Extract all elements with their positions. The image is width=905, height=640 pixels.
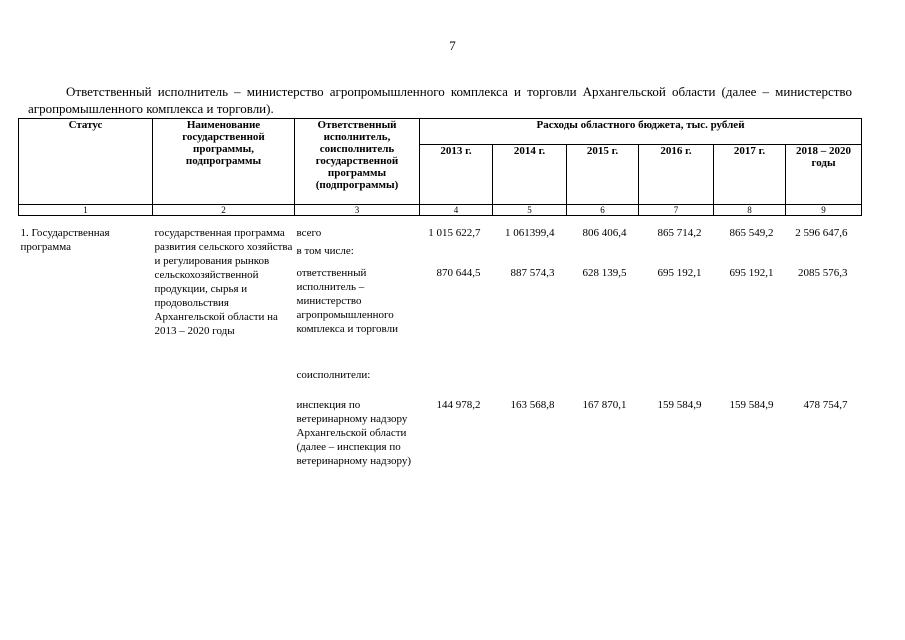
- column-number: 7: [639, 205, 714, 216]
- header-program-name: Наименование государственной программы, подпрограммы: [153, 119, 295, 205]
- column-number: 3: [295, 205, 420, 216]
- value-cell: 865 549,2: [729, 227, 774, 239]
- value-cell: [714, 368, 786, 398]
- column-number: 6: [567, 205, 639, 216]
- value-cell: 144 978,2: [436, 399, 481, 411]
- value-cell: [420, 368, 493, 398]
- program-table: [18, 118, 862, 468]
- status-cell: 1. Государственная программа: [20, 227, 110, 253]
- value-cell: 628 139,5: [582, 267, 627, 279]
- column-number: 2: [153, 205, 295, 216]
- value-cell: 887 574,3: [510, 267, 555, 279]
- row-label: в том числе:: [296, 245, 354, 257]
- value-cell: 2085 576,3: [798, 267, 848, 279]
- header-year-2015: 2015 г.: [567, 145, 639, 205]
- value-cell: 2 596 647,6: [795, 227, 848, 239]
- value-cell: [567, 244, 639, 266]
- value-cell: [786, 368, 862, 398]
- row-label: соисполнители:: [296, 369, 371, 381]
- header-year-2013: 2013 г.: [420, 145, 493, 205]
- value-cell: 1 015 622,7: [428, 227, 481, 239]
- table-row: [19, 216, 862, 245]
- value-cell: [567, 368, 639, 398]
- header-year-2018-2020: 2018 – 2020 годы: [786, 145, 862, 205]
- value-cell: [420, 244, 493, 266]
- value-cell: [639, 244, 714, 266]
- value-cell: 163 568,8: [510, 399, 555, 411]
- header-year-2017: 2017 г.: [714, 145, 786, 205]
- header-year-2014: 2014 г.: [493, 145, 567, 205]
- column-number: 4: [420, 205, 493, 216]
- header-executor: Ответственный исполнитель, соисполнитель государственной программы (подпрограммы): [295, 119, 420, 205]
- value-cell: 695 192,1: [657, 267, 702, 279]
- header-expenses: Расходы областного бюджета, тыс. рублей: [420, 119, 862, 145]
- value-cell: 1 061399,4: [505, 227, 555, 239]
- value-cell: [786, 244, 862, 266]
- value-cell: 870 644,5: [436, 267, 481, 279]
- row-label: инспекция по ветеринарному надзору Архангельской области (далее – инспекция по ветеринарному надзору): [296, 399, 412, 467]
- value-cell: [714, 244, 786, 266]
- column-number: 8: [714, 205, 786, 216]
- value-cell: 478 754,7: [803, 399, 848, 411]
- value-cell: 695 192,1: [729, 267, 774, 279]
- page-number: 7: [449, 38, 456, 53]
- intro-paragraph: Ответственный исполнитель – министерство агропромышленного комплекса и торговли Архангельской области (далее – министерство агропромышленного комплекса и торговли).: [28, 84, 852, 116]
- value-cell: 865 714,2: [657, 227, 702, 239]
- row-label: всего: [296, 227, 322, 239]
- value-cell: 806 406,4: [582, 227, 627, 239]
- program-name-cell: государственная программа развития сельского хозяйства и регулирования рынков сельскохозяйственной продукции, сырья и продовольствия Архангельской области на 2013 – 2020 годы: [154, 227, 293, 337]
- value-cell: [493, 368, 567, 398]
- value-cell: 167 870,1: [582, 399, 627, 411]
- value-cell: 159 584,9: [729, 399, 774, 411]
- value-cell: 159 584,9: [657, 399, 702, 411]
- column-number: 1: [19, 205, 153, 216]
- column-number: 5: [493, 205, 567, 216]
- value-cell: [639, 368, 714, 398]
- value-cell: [493, 244, 567, 266]
- row-label: ответственный исполнитель – министерство агропромышленного комплекса и торговли: [296, 267, 398, 335]
- header-status: Статус: [19, 119, 153, 205]
- column-number: 9: [786, 205, 862, 216]
- header-year-2016: 2016 г.: [639, 145, 714, 205]
